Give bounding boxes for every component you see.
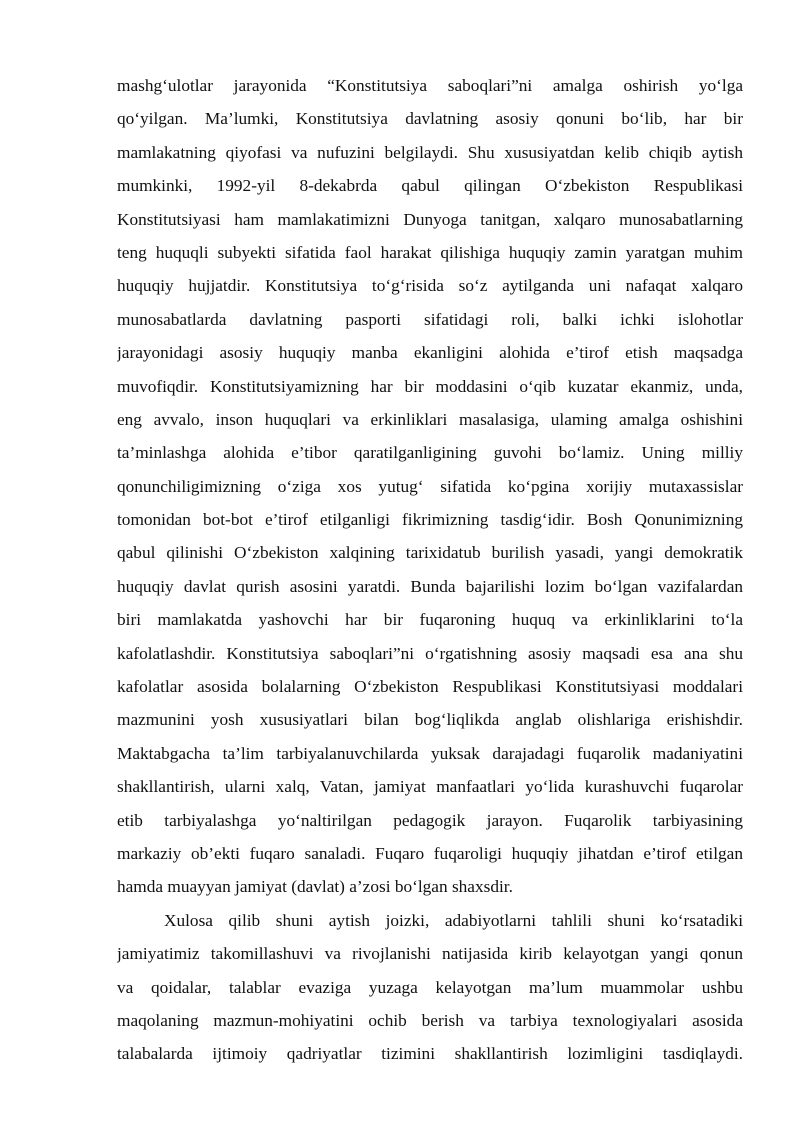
text-line: muvofiqdir. Konstitutsiyamizning har bir moddasini o‘qib kuzatar ekanmiz, unda, (117, 376, 743, 396)
paragraph-conclusion (117, 904, 743, 1071)
text-line: maqolaning mazmun-mohiyatini ochib berish va tarbiya texnologiyalari asosida (117, 1010, 743, 1030)
text-line: qo‘yilgan. Ma’lumki, Konstitutsiya davlatning asosiy qonuni bo‘lib, har bir (117, 109, 743, 129)
text-line: Xulosa qilib shuni aytish joizki, adabiyotlarni tahlili shuni ko‘rsatadiki (164, 910, 743, 930)
text-line: mumkinki, 1992-yil 8-dekabrda qabul qilingan O‘zbekiston Respublikasi (117, 176, 743, 196)
text-line: huquqiy hujjatdir. Konstitutsiya to‘g‘risida so‘z aytilganda uni nafaqat xalqaro (117, 276, 743, 296)
text-line: qonunchiligimizning o‘ziga xos yutug‘ sifatida ko‘pgina xorijiy mutaxassislar (117, 476, 743, 496)
text-line: kafolatlar asosida bolalarning O‘zbekiston Respublikasi Konstitutsiyasi moddalari (117, 677, 743, 697)
text-line: mamlakatning qiyofasi va nufuzini belgilaydi. Shu xususiyatdan kelib chiqib aytish (117, 142, 743, 162)
text-line: Konstitutsiyasi ham mamlakatimizni Dunyoga tanitgan, xalqaro munosabatlarning (117, 209, 743, 229)
text-line: Maktabgacha ta’lim tarbiyalanuvchilarda yuksak darajadagi fuqarolik madaniyatini (117, 743, 743, 763)
text-line: hamda muayyan jamiyat (davlat) a’zosi bo‘lgan shaxsdir. (117, 877, 513, 897)
text-line: huquqiy davlat qurish asosini yaratdi. Bunda bajarilishi lozim bo‘lgan vazifalardan (117, 576, 743, 596)
text-line: talabalarda ijtimoiy qadriyatlar tizimini shakllantirish lozimligini tasdiqlaydi. (117, 1044, 743, 1064)
text-line: tomonidan bot-bot e’tirof etilganligi fikrimizning tasdig‘idir. Bosh Qonunimizning (117, 510, 743, 530)
text-line: biri mamlakatda yashovchi har bir fuqaroning huquq va erkinliklarini to‘la (117, 610, 743, 630)
text-line: ta’minlashga alohida e’tibor qaratilganligining guvohi bo‘lamiz. Uning milliy (117, 443, 743, 463)
text-line: mashg‘ulotlar jarayonida “Konstitutsiya saboqlari”ni amalga oshirish yo‘lga (117, 76, 743, 95)
text-line: jarayonidagi asosiy huquqiy manba ekanligini alohida e’tirof etish maqsadga (117, 343, 743, 363)
text-line: markaziy ob’ekti fuqaro sanaladi. Fuqaro fuqaroligi huquqiy jihatdan e’tirof etilgan (117, 843, 743, 863)
document-page (117, 69, 743, 1071)
text-line: qabul qilinishi O‘zbekiston xalqining tarixidatub burilish yasadi, yangi demokratik (117, 543, 743, 563)
text-line: etib tarbiyalashga yo‘naltirilgan pedagogik jarayon. Fuqarolik tarbiyasining (117, 810, 743, 830)
text-line: munosabatlarda davlatning pasporti sifatidagi roli, balki ichki islohotlar (117, 309, 743, 329)
text-line: jamiyatimiz takomillashuvi va rivojlanishi natijasida kirib kelayotgan yangi qonun (117, 944, 743, 964)
text-line: mazmunini yosh xususiyatlari bilan bog‘liqlikda anglab olishlariga erishishdir. (117, 710, 743, 730)
text-line: teng huquqli subyekti sifatida faol harakat qilishiga huquqiy zamin yaratgan muhim (117, 242, 743, 262)
paragraph-constitution (117, 69, 743, 904)
text-line: kafolatlashdir. Konstitutsiya saboqlari”ni o‘rgatishning asosiy maqsadi esa ana shu (117, 643, 743, 663)
text-line: shakllantirish, ularni xalq, Vatan, jamiyat manfaatlari yo‘lida kurashuvchi fuqarolar (117, 777, 743, 797)
text-line: va qoidalar, talablar evaziga yuzaga kelayotgan ma’lum muammolar ushbu (117, 977, 743, 997)
text-line: eng avvalo, inson huquqlari va erkinliklari masalasiga, ulaming amalga oshishini (117, 409, 743, 429)
